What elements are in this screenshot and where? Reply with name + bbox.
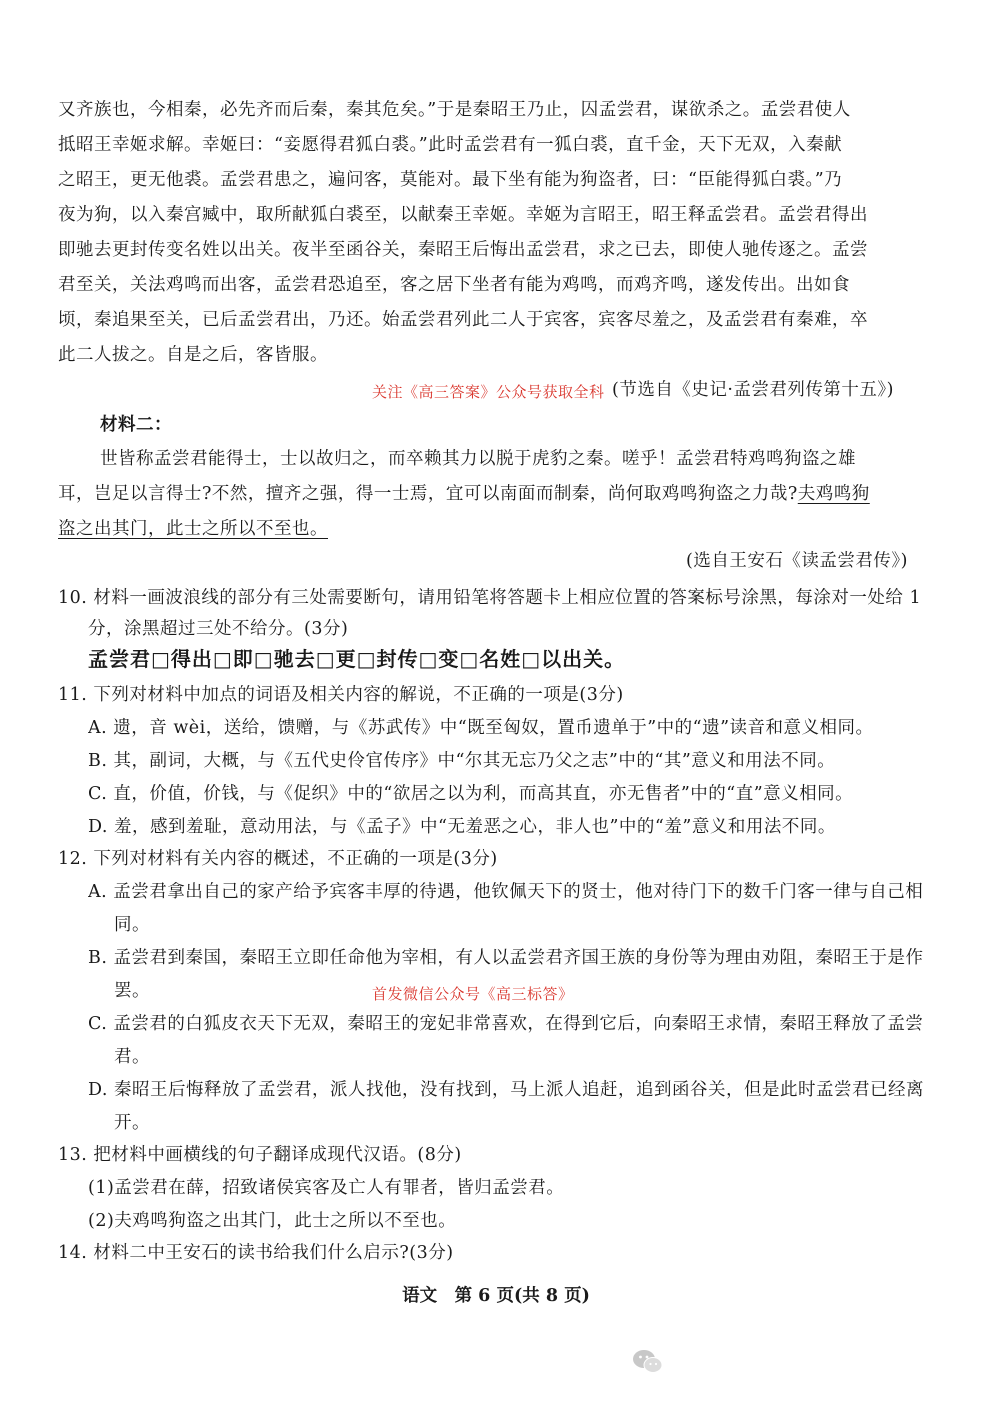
wechat-icon (628, 1342, 668, 1382)
q12-option-a-cont: 同。 (114, 915, 150, 935)
q13-item-1: (1)孟尝君在薛，招致诸侯宾客及亡人有罪者，皆归孟尝君。 (88, 1178, 565, 1198)
q12-option-b-cont: 罢。 (114, 981, 150, 1001)
q14-stem: 14. 材料二中王安石的读书给我们什么启示?(3分) (58, 1243, 454, 1263)
material1-line: 之昭王，更无他裘。孟尝君患之，遍问客，莫能对。最下坐有能为狗盗者，曰：“臣能得狐白裘。”乃 (58, 170, 843, 190)
q11-option-b: B. 其，副词，大概，与《五代史伶官传序》中“尔其无忘乃父之志”中的“其”意义和用法不同。 (88, 751, 836, 771)
q12-stem: 12. 下列对材料有关内容的概述，不正确的一项是(3分) (58, 849, 498, 869)
underlined-sentence: 夫鸡鸣狗 (797, 484, 870, 504)
q11-option-d: D. 羞，感到羞耻，意动用法，与《孟子》中“无羞恶之心，非人也”中的“羞”意义和用法不同。 (88, 817, 836, 837)
material2-line: 世皆称孟尝君能得士，士以故归之，而卒赖其力以脱于虎豹之秦。嗟乎！孟尝君特鸡鸣狗盗之雄 (100, 449, 856, 469)
q13-stem: 13. 把材料中画横线的句子翻译成现代汉语。(8分) (58, 1145, 462, 1165)
watermark-middle: 首发微信公众号《高三标答》 (372, 985, 574, 1003)
material1-line: 抵昭王幸姬求解。幸姬曰：“妾愿得君狐白裘。”此时孟尝君有一狐白裘，直千金，天下无双，入秦献 (58, 135, 843, 155)
q11-option-a: A. 遗，音 wèi，送给，馈赠，与《苏武传》中“既至匈奴，置币遗单于”中的“遗”读音和意义相同。 (88, 718, 874, 738)
q10-sentence: 孟尝君□得出□即□驰去□更□封传□变□名姓□以出关。 (88, 647, 626, 671)
underlined-sentence: 盗之出其门，此士之所以不至也。 (58, 519, 328, 539)
material2-source: (选自王安石《读孟尝君传》) (686, 551, 908, 571)
q13-item-2: (2)夫鸡鸣狗盗之出其门，此士之所以不至也。 (88, 1211, 457, 1231)
q11-stem: 11. 下列对材料中加点的词语及相关内容的解说，不正确的一项是(3分) (58, 685, 624, 705)
material2-heading: 材料二： (100, 415, 172, 435)
material2-plain-text: 耳，岂足以言得士?不然，擅齐之强，得一士焉，宜可以南面而制秦，尚何取鸡鸣狗盗之力哉? (58, 484, 798, 504)
page-footer: 语文 第 6 页(共 8 页) (402, 1286, 590, 1306)
material1-line: 又齐族也，今相秦，必先齐而后秦，秦其危矣。”于是秦昭王乃止，囚孟尝君，谋欲杀之。孟尝君使人 (58, 100, 851, 120)
material1-line: 夜为狗，以入秦宫臧中，取所献狐白裘至，以献秦王幸姬。幸姬为言昭王，昭王释孟尝君。孟尝君得出 (58, 205, 868, 225)
q12-option-b: B. 孟尝君到秦国，秦昭王立即任命他为宰相，有人以孟尝君齐国王族的身份等为理由劝阻，秦昭王于是作 (88, 948, 924, 968)
q12-option-a: A. 孟尝君拿出自己的家产给予宾客丰厚的待遇，他钦佩天下的贤士，他对待门下的数千门客一律与自己相 (88, 882, 924, 902)
watermark-top: 关注《高三答案》公众号获取全科 (372, 383, 605, 401)
q12-option-c-cont: 君。 (114, 1047, 150, 1067)
material1-line: 君至关，关法鸡鸣而出客，孟尝君恐追至，客之居下坐者有能为鸡鸣，而鸡齐鸣，遂发传出。出如食 (58, 275, 850, 295)
q12-option-c: C. 孟尝君的白狐皮衣天下无双，秦昭王的宠妃非常喜欢，在得到它后，向秦昭王求情，秦昭王释放了孟尝 (88, 1014, 924, 1034)
material1-line: 即驰去更封传变名姓以出关。夜半至函谷关，秦昭王后悔出孟尝君，求之已去，即使人驰传逐之。孟尝 (58, 240, 868, 260)
q10-stem: 10. 材料一画波浪线的部分有三处需要断句，请用铅笔将答题卡上相应位置的答案标号涂黑，每涂对一处给 1 (58, 588, 922, 608)
material1-line: 此二人拔之。自是之后，客皆服。 (58, 345, 328, 365)
material2-line (58, 517, 938, 541)
q12-option-d: D. 秦昭王后悔释放了孟尝君，派人找他，没有找到，马上派人追赶，追到函谷关，但是此时孟尝君已经离 (88, 1080, 925, 1100)
q11-option-c: C. 直，价值，价钱，与《促织》中的“欲居之以为利，而高其直，亦无售者”中的“直”意义相同。 (88, 784, 854, 804)
q10-stem-cont: 分，涂黑超过三处不给分。(3分) (88, 619, 349, 639)
q12-option-d-cont: 开。 (114, 1113, 150, 1133)
material1-source: (节选自《史记·孟尝君列传第十五》) (612, 380, 894, 400)
material2-line (58, 482, 938, 506)
material1-line: 顷，秦追果至关，已后孟尝君出，乃还。始孟尝君列此二人于宾客，宾客尽羞之，及孟尝君有秦难，卒 (58, 310, 868, 330)
